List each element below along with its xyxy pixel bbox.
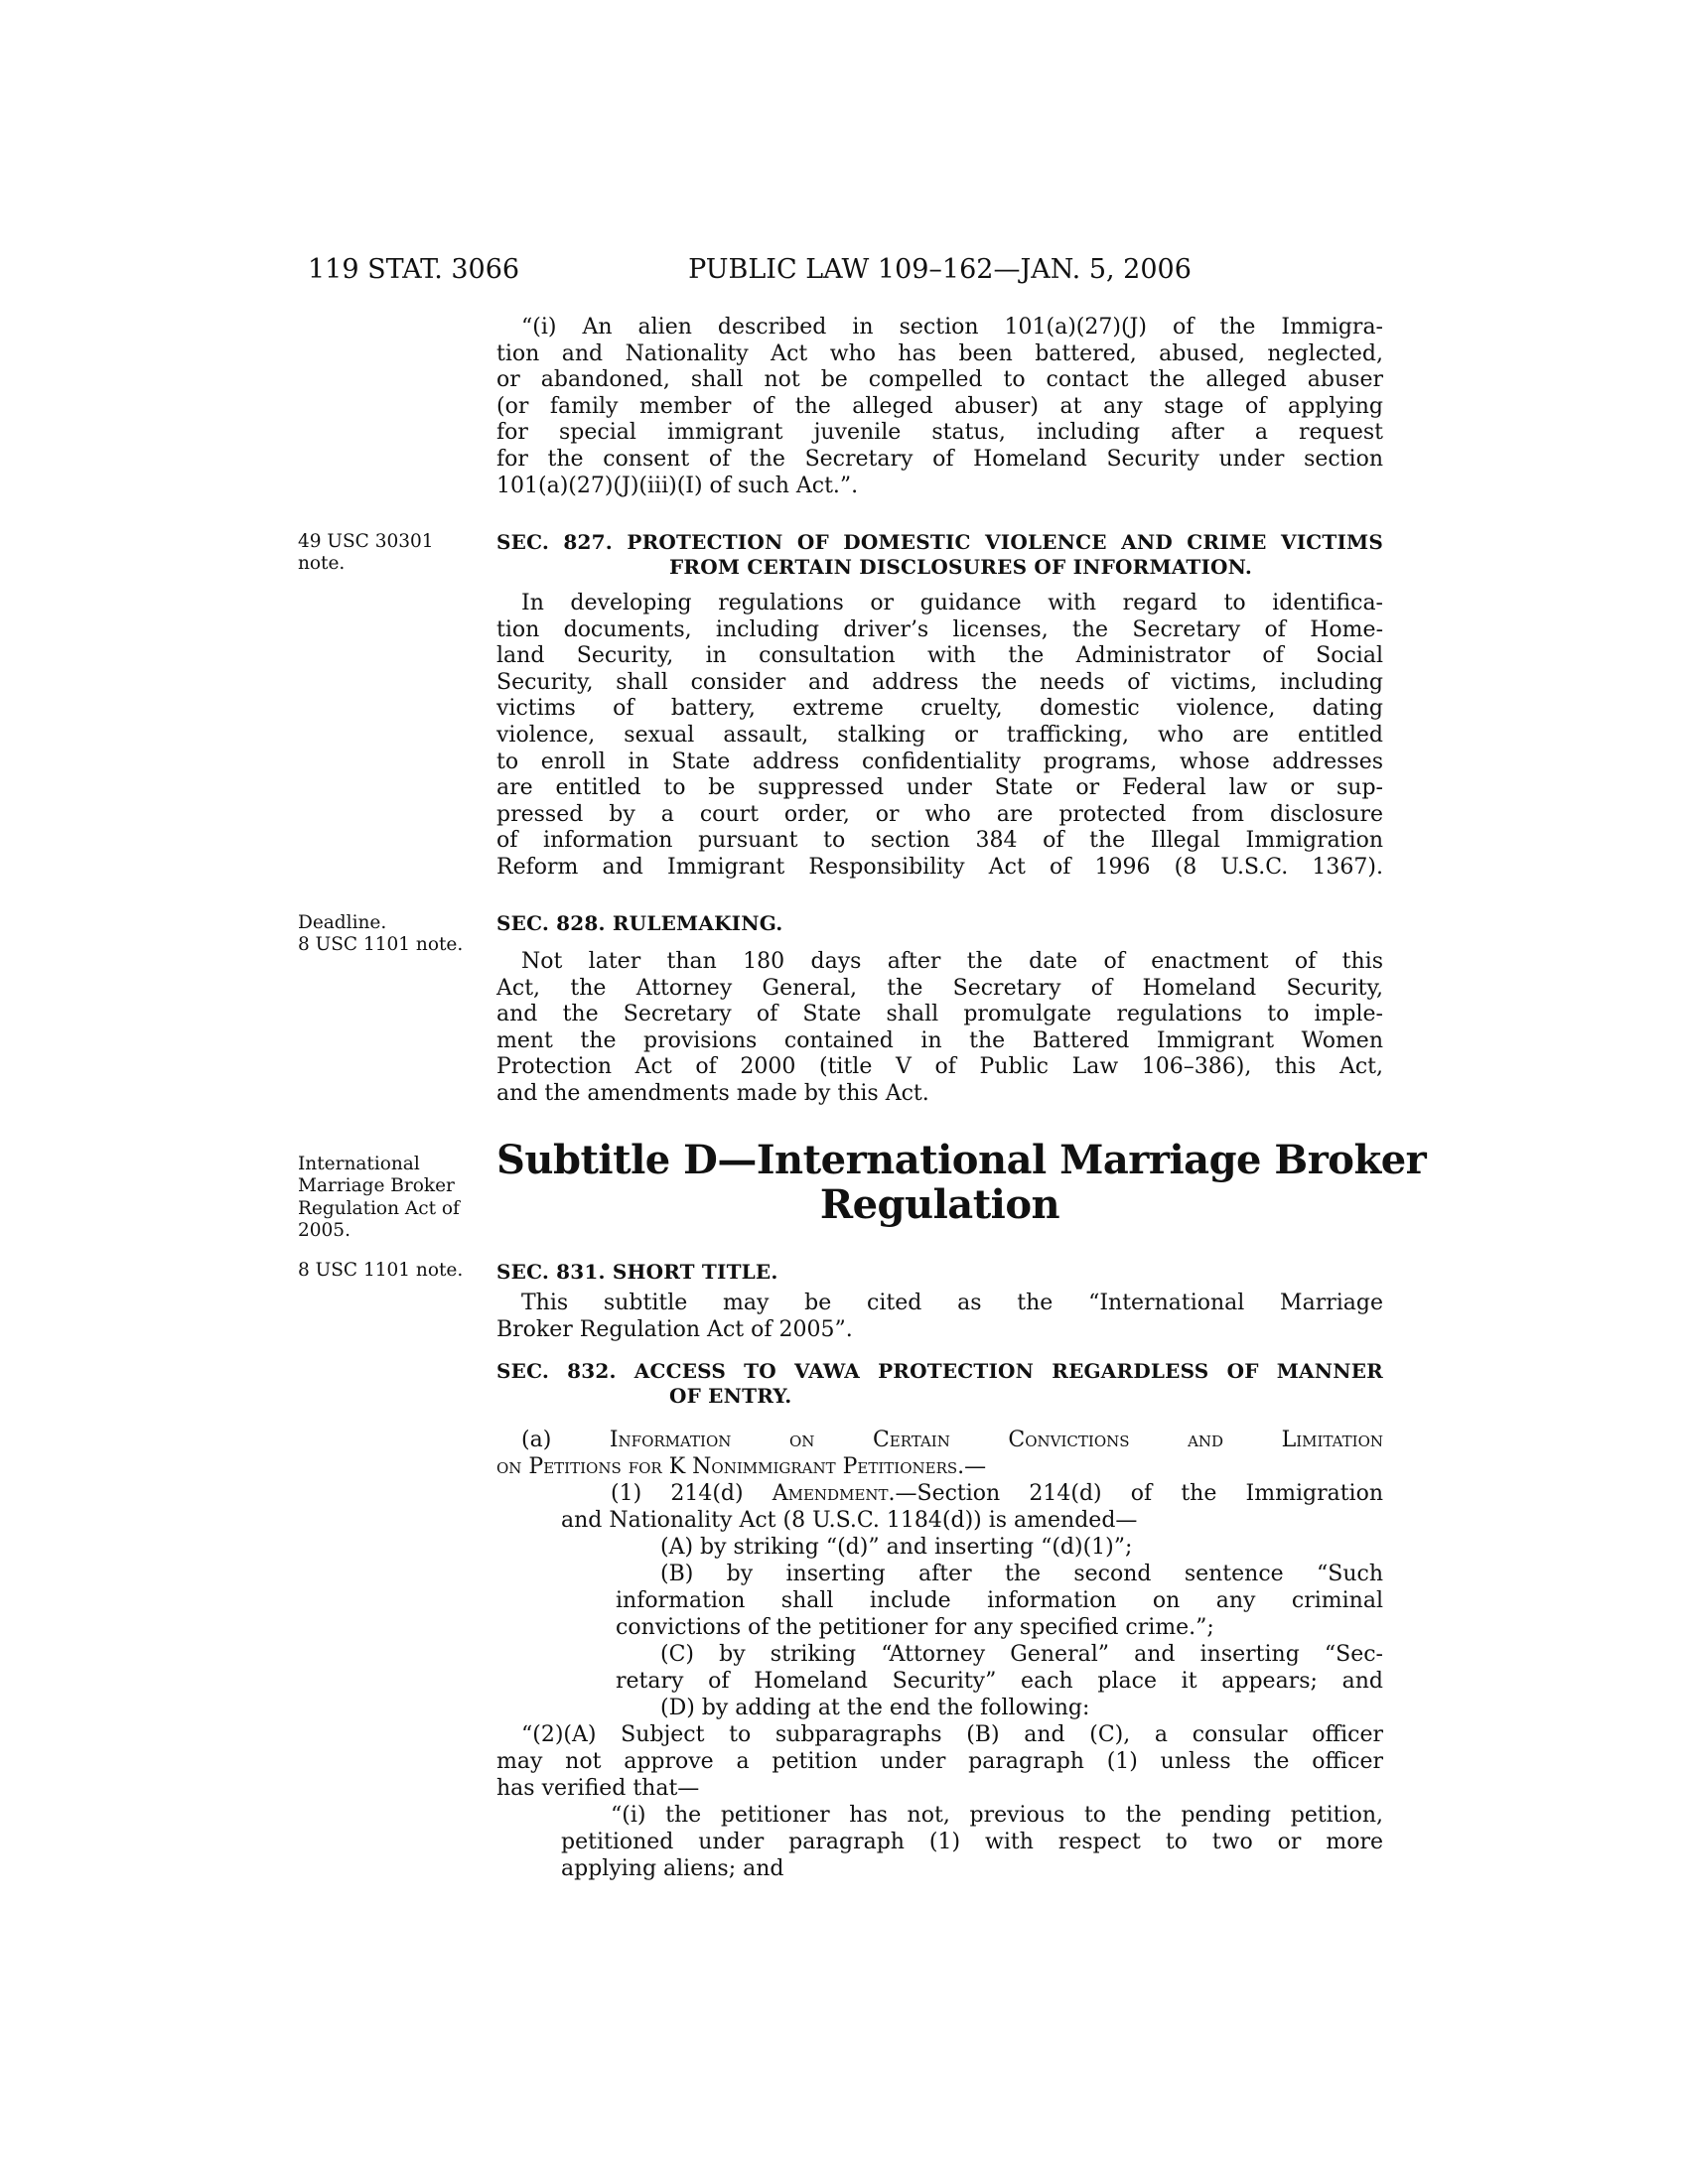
text-line: pressed by a court order, or who are protected from disclosure: [496, 801, 1383, 827]
text-line: Protection Act of 2000 (title V of Public Law 106–386), this Act,: [496, 1054, 1383, 1080]
text-line: and the Secretary of State shall promulgate regulations to imple-: [496, 1002, 1383, 1027]
text-line: [496, 1453, 1383, 1480]
heading-line: SEC. 832. ACCESS TO VAWA PROTECTION REGARDLESS OF MANNER: [496, 1359, 1383, 1383]
paragraph-developing-regulations: [496, 591, 1383, 882]
text-line: applying aliens; and: [561, 1856, 784, 1881]
text-line: and Nationality Act (8 U.S.C. 1184(d)) is amended—: [561, 1508, 1138, 1533]
text-line: retary of Homeland Security” each place it appears; and: [616, 1669, 1383, 1694]
text-line: are entitled to be suppressed under State or Federal law or sup-: [496, 775, 1383, 801]
margin-note-line: Regulation Act of: [298, 1197, 460, 1219]
paragraph-1-amendment: [561, 1480, 1383, 1534]
margin-note-line: 8 USC 1101 note.: [298, 1260, 464, 1281]
text-line: Security, shall consider and address the needs of victims, including: [496, 669, 1383, 695]
text-line: or abandoned, shall not be compelled to contact the alleged abuser: [496, 367, 1383, 393]
margin-note-usc-30301: [298, 531, 489, 576]
margin-note-line: 8 USC 1101 note.: [298, 934, 464, 956]
text-line: 101(a)(27)(J)(iii)(I) of such Act.”.: [496, 473, 859, 498]
text-line: “(2)(A) Subject to subparagraphs (B) and (C), a consular officer: [521, 1722, 1383, 1747]
text-line: tion and Nationality Act who has been battered, abused, neglected,: [496, 341, 1383, 366]
text-line: violence, sexual assault, stalking or trafficking, who are entitled: [496, 722, 1383, 748]
heading-line: Regulation: [819, 1181, 1060, 1228]
margin-note-imbra: [298, 1154, 489, 1242]
margin-note-line: Marriage Broker: [298, 1175, 455, 1197]
heading-line: SEC. 831. SHORT TITLE.: [496, 1260, 778, 1284]
margin-note-deadline: [298, 912, 489, 957]
text-line: land Security, in consultation with the Administrator of Social: [496, 643, 1383, 669]
text-line: and the amendments made by this Act.: [496, 1080, 929, 1106]
margin-note-usc-1101: [298, 1260, 489, 1282]
paragraph-subpara-C: [616, 1641, 1383, 1695]
text-line: of information pursuant to section 384 of the Illegal Immigration: [496, 828, 1383, 854]
heading-line: Subtitle D—International Marriage Broker: [496, 1137, 1427, 1183]
margin-note-line: note.: [298, 553, 346, 575]
text-line: has verified that—: [496, 1776, 700, 1801]
text-line: [496, 1427, 1383, 1453]
paragraph-a-information: [496, 1427, 1383, 1480]
text-line: In developing regulations or guidance with regard to identifica-: [521, 591, 1383, 615]
text-line: “(i) An alien described in section 101(a)(27)(J) of the Immigra-: [521, 315, 1383, 340]
section-heading-831: [496, 1260, 1383, 1285]
text-line: (B) by inserting after the second sentence “Such: [660, 1562, 1383, 1586]
section-heading-832: [496, 1359, 1383, 1408]
text-line: “(i) the petitioner has not, previous to the pending petition,: [611, 1803, 1383, 1828]
paragraph-i-petitioner: [561, 1802, 1383, 1882]
heading-line: SEC. 827. PROTECTION OF DOMESTIC VIOLENCE AND CRIME VICTIMS: [496, 530, 1383, 554]
small-caps-run: on Petitions for K Nonimmigrant Petitioners.—: [496, 1454, 987, 1479]
text-line: (or family member of the alleged abuser) at any stage of applying: [496, 393, 1383, 419]
text-line: information shall include information on any criminal: [616, 1588, 1383, 1613]
page-number-stat: 119 STAT. 3066: [308, 254, 520, 285]
text-line: to enroll in State address confidentiality programs, whose addresses: [496, 749, 1383, 774]
text-line: Reform and Immigrant Responsibility Act of 1996 (8 U.S.C. 1367).: [496, 854, 1383, 880]
heading-line: SEC. 828. RULEMAKING.: [496, 911, 783, 935]
text-line: petitioned under paragraph (1) with respect to two or more: [561, 1830, 1383, 1854]
heading-line: OF ENTRY.: [669, 1383, 792, 1408]
subtitle-d-heading: [496, 1137, 1427, 1228]
text-line: (C) by striking “Attorney General” and inserting “Sec-: [660, 1642, 1383, 1667]
paragraph-subpara-B: [616, 1561, 1383, 1641]
small-caps-run: Amendment.: [772, 1481, 896, 1506]
section-heading-828: [496, 911, 1383, 936]
text-run: —Section 214(d) of the Immigration: [895, 1481, 1383, 1506]
heading-line: FROM CERTAIN DISCLOSURES OF INFORMATION.: [669, 554, 1253, 579]
text-line: for special immigrant juvenile status, including after a request: [496, 420, 1383, 446]
paragraph-short-title: [496, 1291, 1383, 1343]
text-line: (A) by striking “(d)” and inserting “(d)(1)”;: [660, 1535, 1133, 1560]
paragraph-rulemaking: [496, 949, 1383, 1108]
text-line: Act, the Attorney General, the Secretary of Homeland Security,: [496, 975, 1383, 1001]
margin-note-line: Deadline.: [298, 912, 387, 933]
margin-note-line: International: [298, 1154, 420, 1174]
text-line: Not later than 180 days after the date of enactment of this: [521, 949, 1383, 974]
text-line: convictions of the petitioner for any specified crime.”;: [616, 1615, 1214, 1640]
text-line: Broker Regulation Act of 2005”.: [496, 1316, 853, 1342]
enumerator: (a): [521, 1428, 610, 1452]
paragraph-alien-described: [496, 315, 1383, 499]
text-line: [561, 1480, 1383, 1507]
text-line: tion documents, including driver’s licenses, the Secretary of Home-: [496, 616, 1383, 642]
text-line: may not approve a petition under paragraph (1) unless the officer: [496, 1749, 1383, 1774]
margin-note-line: 2005.: [298, 1219, 351, 1241]
paragraph-subpara-A: [616, 1534, 1383, 1561]
text-line: victims of battery, extreme cruelty, domestic violence, dating: [496, 696, 1383, 722]
small-caps-run: Information on Certain Convictions and Limitation: [609, 1428, 1384, 1452]
paragraph-subpara-D: [616, 1695, 1383, 1721]
text-line: for the consent of the Secretary of Homeland Security under section: [496, 446, 1383, 472]
paragraph-2A-consular: [496, 1721, 1383, 1802]
running-head-law-title: PUBLIC LAW 109–162—JAN. 5, 2006: [688, 254, 1192, 285]
section-heading-827: [496, 530, 1383, 579]
text-line: ment the provisions contained in the Battered Immigrant Women: [496, 1027, 1383, 1053]
margin-note-line: 49 USC 30301: [298, 531, 434, 552]
enumerator: (1) 214(d): [611, 1481, 773, 1506]
text-line: (D) by adding at the end the following:: [660, 1696, 1090, 1720]
text-line: This subtitle may be cited as the “International Marriage: [521, 1291, 1383, 1315]
